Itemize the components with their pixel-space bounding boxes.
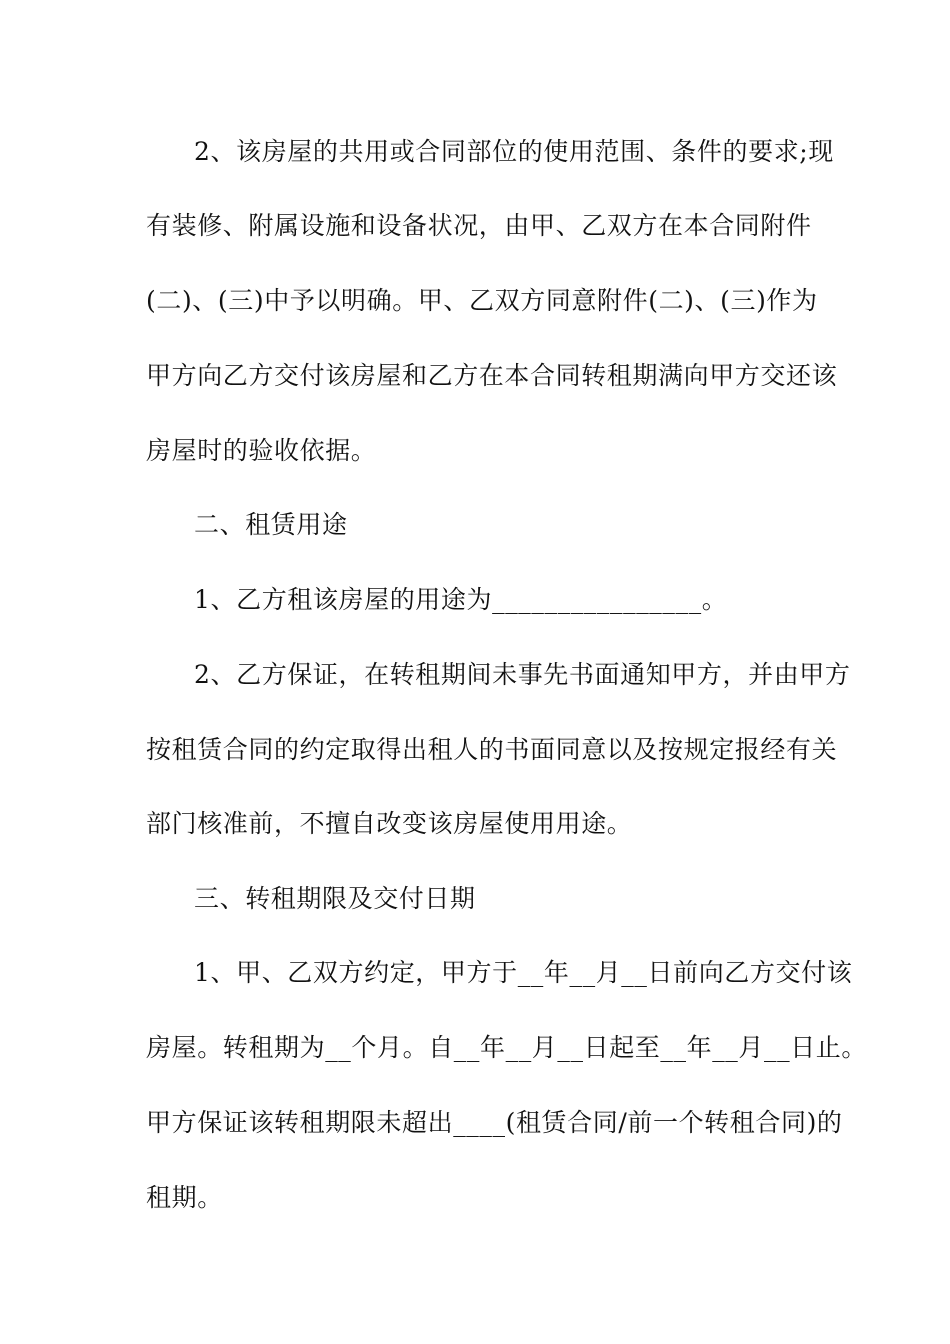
paragraph-line: 甲方保证该转租期限未超出____(租赁合同/前一个转租合同)的 — [146, 1108, 843, 1137]
paragraph-line: 有装修、附属设施和设备状况，由甲、乙双方在本合同附件 — [146, 211, 812, 240]
paragraph-line: 按租赁合同的约定取得出租人的书面同意以及按规定报经有关 — [146, 735, 838, 764]
paragraph-line: 甲方向乙方交付该房屋和乙方在本合同转租期满向甲方交还该 — [146, 361, 838, 390]
paragraph-line: (二)、(三)中予以明确。甲、乙双方同意附件(二)、(三)作为 — [146, 286, 818, 315]
paragraph-line: 租期。 — [146, 1183, 223, 1212]
section-heading: 三、转租期限及交付日期 — [194, 884, 476, 913]
section-heading: 二、租赁用途 — [194, 510, 348, 539]
paragraph-line: 1、甲、乙双方约定，甲方于__年__月__日前向乙方交付该 — [194, 958, 853, 987]
paragraph-line: 1、乙方租该房屋的用途为________________。 — [194, 585, 728, 614]
paragraph-line: 2、乙方保证，在转租期间未事先书面通知甲方，并由甲方 — [194, 660, 851, 689]
paragraph-line: 部门核准前，不擅自改变该房屋使用用途。 — [146, 809, 633, 838]
paragraph-line: 2、该房屋的共用或合同部位的使用范围、条件的要求;现 — [194, 137, 834, 166]
paragraph-line: 房屋。转租期为__个月。自__年__月__日起至__年__月__日止。 — [146, 1033, 868, 1062]
paragraph-line: 房屋时的验收依据。 — [146, 436, 377, 465]
